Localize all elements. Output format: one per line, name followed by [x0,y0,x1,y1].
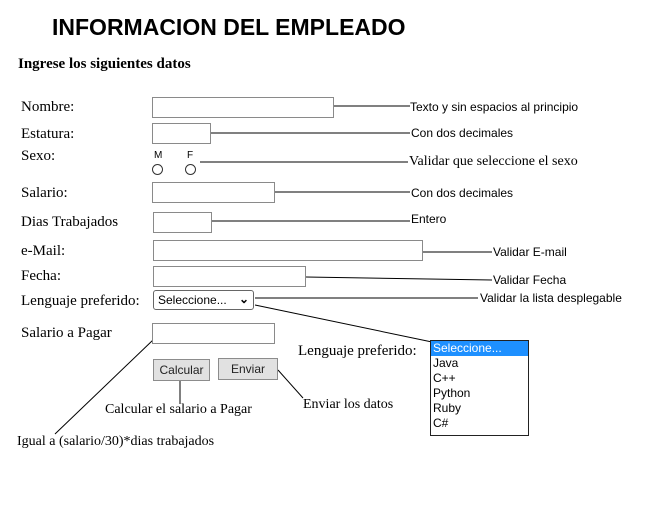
lenguaje-note: Validar la lista desplegable [480,291,622,305]
fecha-input[interactable] [153,266,306,287]
form-subtitle: Ingrese los siguientes datos [18,56,191,72]
email-label: e-Mail: [21,243,66,259]
fecha-note: Validar Fecha [493,273,567,287]
fecha-label: Fecha: [21,268,61,284]
nombre-note: Texto y sin espacios al principio [410,100,579,114]
sexo-note: Validar que seleccione el sexo [409,154,578,169]
estatura-input[interactable] [152,123,211,144]
formula-annotation: Igual a (salario/30)*dias trabajados [17,434,215,449]
lenguaje-select-value: Seleccione... [158,293,227,307]
dropdown-option[interactable]: C# [433,416,449,430]
salario-pagar-input[interactable] [152,323,275,344]
estatura-label: Estatura: [21,126,75,142]
dropdown-option[interactable]: C++ [433,371,456,385]
nombre-label: Nombre: [21,99,75,115]
chevron-down-icon: ⌄ [238,292,249,306]
sexo-m-label: M [154,150,163,161]
dropdown-option[interactable]: Ruby [433,401,462,415]
calcular-annotation: Calcular el salario a Pagar [105,402,252,417]
sexo-label: Sexo: [21,148,56,164]
sexo-f-label: F [187,150,194,161]
dias-input[interactable] [153,212,212,233]
email-input[interactable] [153,240,423,261]
enviar-button[interactable]: Enviar [218,358,278,380]
dias-note: Entero [411,212,447,226]
lenguaje-label: Lenguaje preferido: [21,293,140,309]
calcular-button[interactable]: Calcular [153,359,210,381]
dropdown-option[interactable]: Java [433,356,459,370]
nombre-input[interactable] [152,97,334,118]
dropdown-option[interactable]: Seleccione... [431,341,528,356]
sexo-m-radio[interactable] [152,164,163,175]
estatura-note: Con dos decimales [411,126,514,140]
sexo-f-radio[interactable] [185,164,196,175]
lenguaje-select[interactable] [153,290,254,310]
salario-input[interactable] [152,182,275,203]
salario-pagar-label: Salario a Pagar [21,325,112,341]
email-note: Validar E-mail [493,245,567,259]
salario-note: Con dos decimales [411,186,514,200]
dropdown-example-label: Lenguaje preferido: [298,343,417,359]
dropdown-option[interactable]: Python [433,386,471,400]
page-title: INFORMACION DEL EMPLEADO [52,14,406,40]
salario-label: Salario: [21,185,68,201]
dropdown-example-listbox[interactable] [430,340,529,436]
dias-label: Dias Trabajados [21,214,119,230]
enviar-annotation: Enviar los datos [303,397,394,412]
